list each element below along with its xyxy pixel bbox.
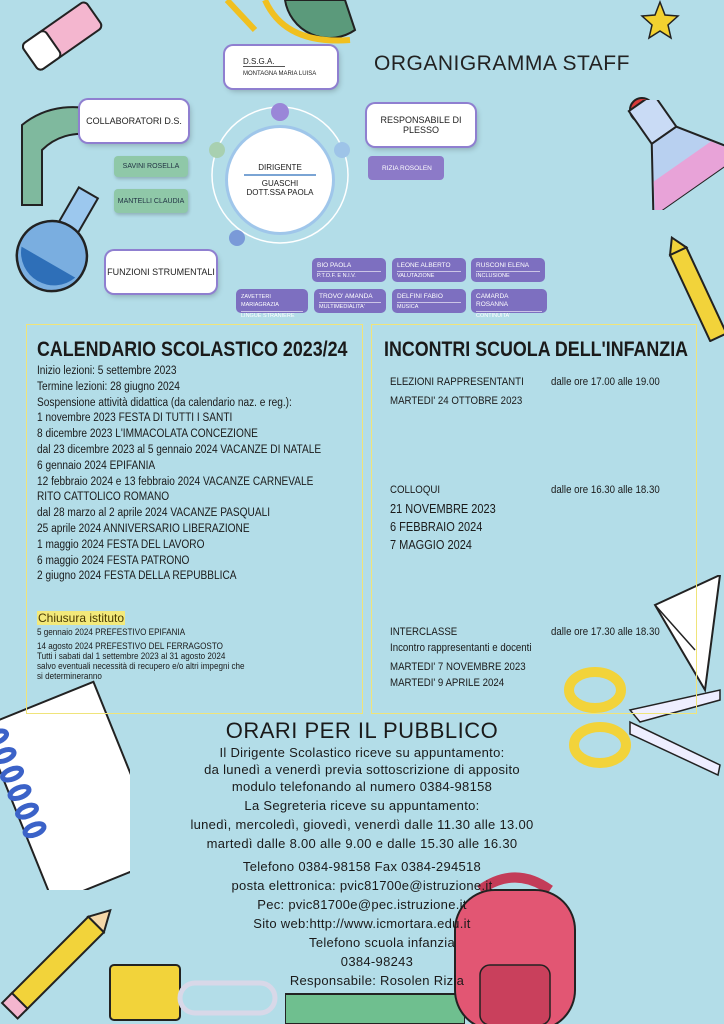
dirigente-label: DIRIGENTE — [244, 163, 316, 176]
interclasse-label: INTERCLASSE — [390, 626, 458, 638]
responsabile-box: RESPONSABILE DI PLESSO — [367, 104, 475, 146]
chiusura-line: salvo eventuali necessità di recupero e/o altri impegni che — [37, 661, 245, 671]
funzione-item — [312, 258, 386, 282]
calendario-title: CALENDARIO SCOLASTICO 2023/24 — [37, 338, 348, 361]
funzione-role: P.T.O.F. E N.I.V. — [317, 271, 381, 280]
calendario-line: RITO CATTOLICO ROMANO — [37, 491, 170, 504]
calendario-list — [37, 364, 360, 585]
responsabile-member: RIZIA ROSOLEN — [368, 156, 444, 180]
colloqui-date: 21 NOVEMBRE 2023 — [390, 502, 496, 516]
collaboratore-2: MANTELLI CLAUDIA — [114, 189, 188, 213]
collaboratori-box: COLLABORATORI D.S. — [80, 100, 188, 142]
contact-line: Pec: pvic81700e@pec.istruzione.it — [257, 897, 467, 912]
funzione-role: INCLUSIONE — [476, 271, 540, 280]
orari-line: modulo telefonando al numero 0384-98158 — [231, 779, 493, 794]
calendario-line: 1 novembre 2023 FESTA DI TUTTI I SANTI — [37, 412, 233, 425]
calendario-line: 12 febbraio 2024 e 13 febbraio 2024 VACANZE CARNEVALE — [37, 475, 314, 488]
funzione-name: DELFINI FABIO — [397, 293, 443, 300]
chiusura-line: 14 agosto 2024 PREFESTIVO DEL FERRAGOSTO — [37, 641, 223, 651]
colloqui-date: 7 MAGGIO 2024 — [390, 538, 472, 552]
orari-line: da lunedì a venerdì previa sottoscrizione di apposito — [204, 762, 520, 777]
funzione-role: MULTIMEDIALITA' — [319, 302, 381, 311]
orari-line: martedì dalle 8.00 alle 9.00 e dalle 15.30 alle 16.30 — [206, 836, 518, 851]
funzione-name: LEONE ALBERTO — [397, 262, 451, 269]
interclasse-date: MARTEDI' 9 APRILE 2024 — [390, 677, 505, 689]
funzione-name: BIO PAOLA — [317, 262, 352, 269]
dirigente-name-1: GUASCHI — [261, 179, 299, 188]
orari-line: lunedì, mercoledì, giovedì, venerdì dalle 11.30 alle 13.00 — [190, 817, 534, 832]
calendario-line: 6 gennaio 2024 EPIFANIA — [37, 459, 156, 472]
star-icon — [640, 0, 680, 40]
funzione-role: CONTINUITA' — [476, 311, 542, 320]
funzione-item — [236, 289, 308, 319]
funzione-name: ZAVETTERI MARIAGRAZIA — [241, 294, 279, 309]
funzione-item — [471, 289, 547, 319]
contact-line: Telefono 0384-98158 Fax 0384-294518 — [242, 859, 482, 874]
flask-icon — [10, 180, 110, 300]
funzione-role: MUSICA — [397, 302, 461, 311]
funzione-name: TROVO' AMANDA — [319, 293, 373, 300]
contact-line: posta elettronica: pvic81700e@istruzione.it — [231, 878, 493, 893]
chiusura-list — [37, 627, 268, 681]
funzione-role: VALUTAZIONE — [397, 271, 461, 280]
calendario-line: dal 28 marzo al 2 aprile 2024 VACANZE PASQUALI — [37, 507, 271, 520]
orari-title: ORARI PER IL PUBBLICO — [225, 718, 499, 743]
calendario-line: Inizio lezioni: 5 settembre 2023 — [37, 365, 177, 377]
calendario-line: 2 giugno 2024 FESTA DELLA REPUBBLICA — [37, 570, 237, 583]
incontri-title: INCONTRI SCUOLA DELL'INFANZIA — [384, 338, 689, 361]
chiusura-title: Chiusura istituto — [38, 611, 125, 625]
calendario-line: 6 maggio 2024 FESTA PATRONO — [37, 554, 190, 567]
colloqui-time: dalle ore 16.30 alle 18.30 — [551, 484, 660, 496]
calendario-line: dal 23 dicembre 2023 al 5 gennaio 2024 VACANZE DI NATALE — [37, 443, 322, 456]
contact-line: Telefono scuola infanzia — [309, 935, 455, 950]
elezioni-label: ELEZIONI RAPPRESENTANTI — [390, 376, 524, 388]
funzione-name: RUSCONI ELENA — [476, 262, 530, 269]
interclasse-time: dalle ore 17.30 alle 18.30 — [551, 626, 660, 638]
orari-line: La Segreteria riceve su appuntamento: — [244, 798, 480, 813]
interclasse-date: MARTEDI' 7 NOVEMBRE 2023 — [390, 661, 526, 673]
dsga-label: D.S.G.A. — [243, 57, 285, 67]
page-title: ORGANIGRAMMA STAFF — [374, 52, 630, 75]
chiusura-line: Tutti i sabati dal 1 settembre 2023 al 31 agosto 2024 — [37, 651, 226, 661]
funzione-item — [392, 289, 466, 313]
contact-line: 0384-98243 — [340, 954, 414, 969]
calendario-line: 1 maggio 2024 FESTA DEL LAVORO — [37, 538, 205, 551]
calendario-line: Termine lezioni: 28 giugno 2024 — [37, 380, 180, 393]
contact-line: Sito web:http://www.icmortara.edu.it — [253, 916, 471, 931]
chiusura-line: 5 gennaio 2024 PREFESTIVO EPIFANIA — [37, 627, 186, 637]
dsga-box — [225, 46, 337, 88]
funzione-name: CAMARDA ROSANNA — [476, 293, 509, 309]
dirigente-name-2: DOTT.SSA PAOLA — [246, 188, 314, 197]
colloqui-date: 6 FEBBRAIO 2024 — [390, 520, 483, 534]
calendario-line: 8 dicembre 2023 L'IMMACOLATA CONCEZIONE — [37, 428, 258, 441]
funzione-item — [392, 258, 466, 282]
elezioni-date: MARTEDI' 24 OTTOBRE 2023 — [390, 395, 523, 407]
contact-line: Responsabile: Rosolen Rizia — [289, 973, 465, 988]
calendario-line: 25 aprile 2024 ANNIVERSARIO LIBERAZIONE — [37, 522, 250, 535]
funzione-item — [314, 289, 386, 313]
calendario-line: Sospensione attività didattica (da calendario naz. e reg.): — [37, 396, 292, 409]
colloqui-dates — [390, 500, 510, 554]
flask-pink-icon — [600, 100, 724, 210]
orari-list — [0, 744, 724, 853]
dsga-name: MONTAGNA MARIA LUISA — [243, 71, 317, 77]
globe-icon — [225, 0, 365, 50]
collaboratore-1: SAVINI ROSELLA — [114, 156, 188, 177]
interclasse-sub: Incontro rappresentanti e docenti — [390, 642, 532, 654]
funzione-role: LINGUE STRANIERE — [241, 311, 303, 320]
chiusura-line: si determineranno — [37, 671, 102, 681]
eraser-icon — [10, 0, 110, 80]
orari-line: Il Dirigente Scolastico riceve su appuntamento: — [219, 745, 505, 760]
elezioni-time: dalle ore 17.00 alle 19.00 — [551, 376, 660, 388]
ruler-icon — [285, 990, 465, 1024]
dirigente-node — [228, 128, 332, 232]
funzioni-box: FUNZIONI STRUMENTALI — [106, 251, 216, 293]
contacts-list — [0, 857, 724, 990]
colloqui-label: COLLOQUI — [390, 484, 441, 496]
funzione-item — [471, 258, 545, 282]
